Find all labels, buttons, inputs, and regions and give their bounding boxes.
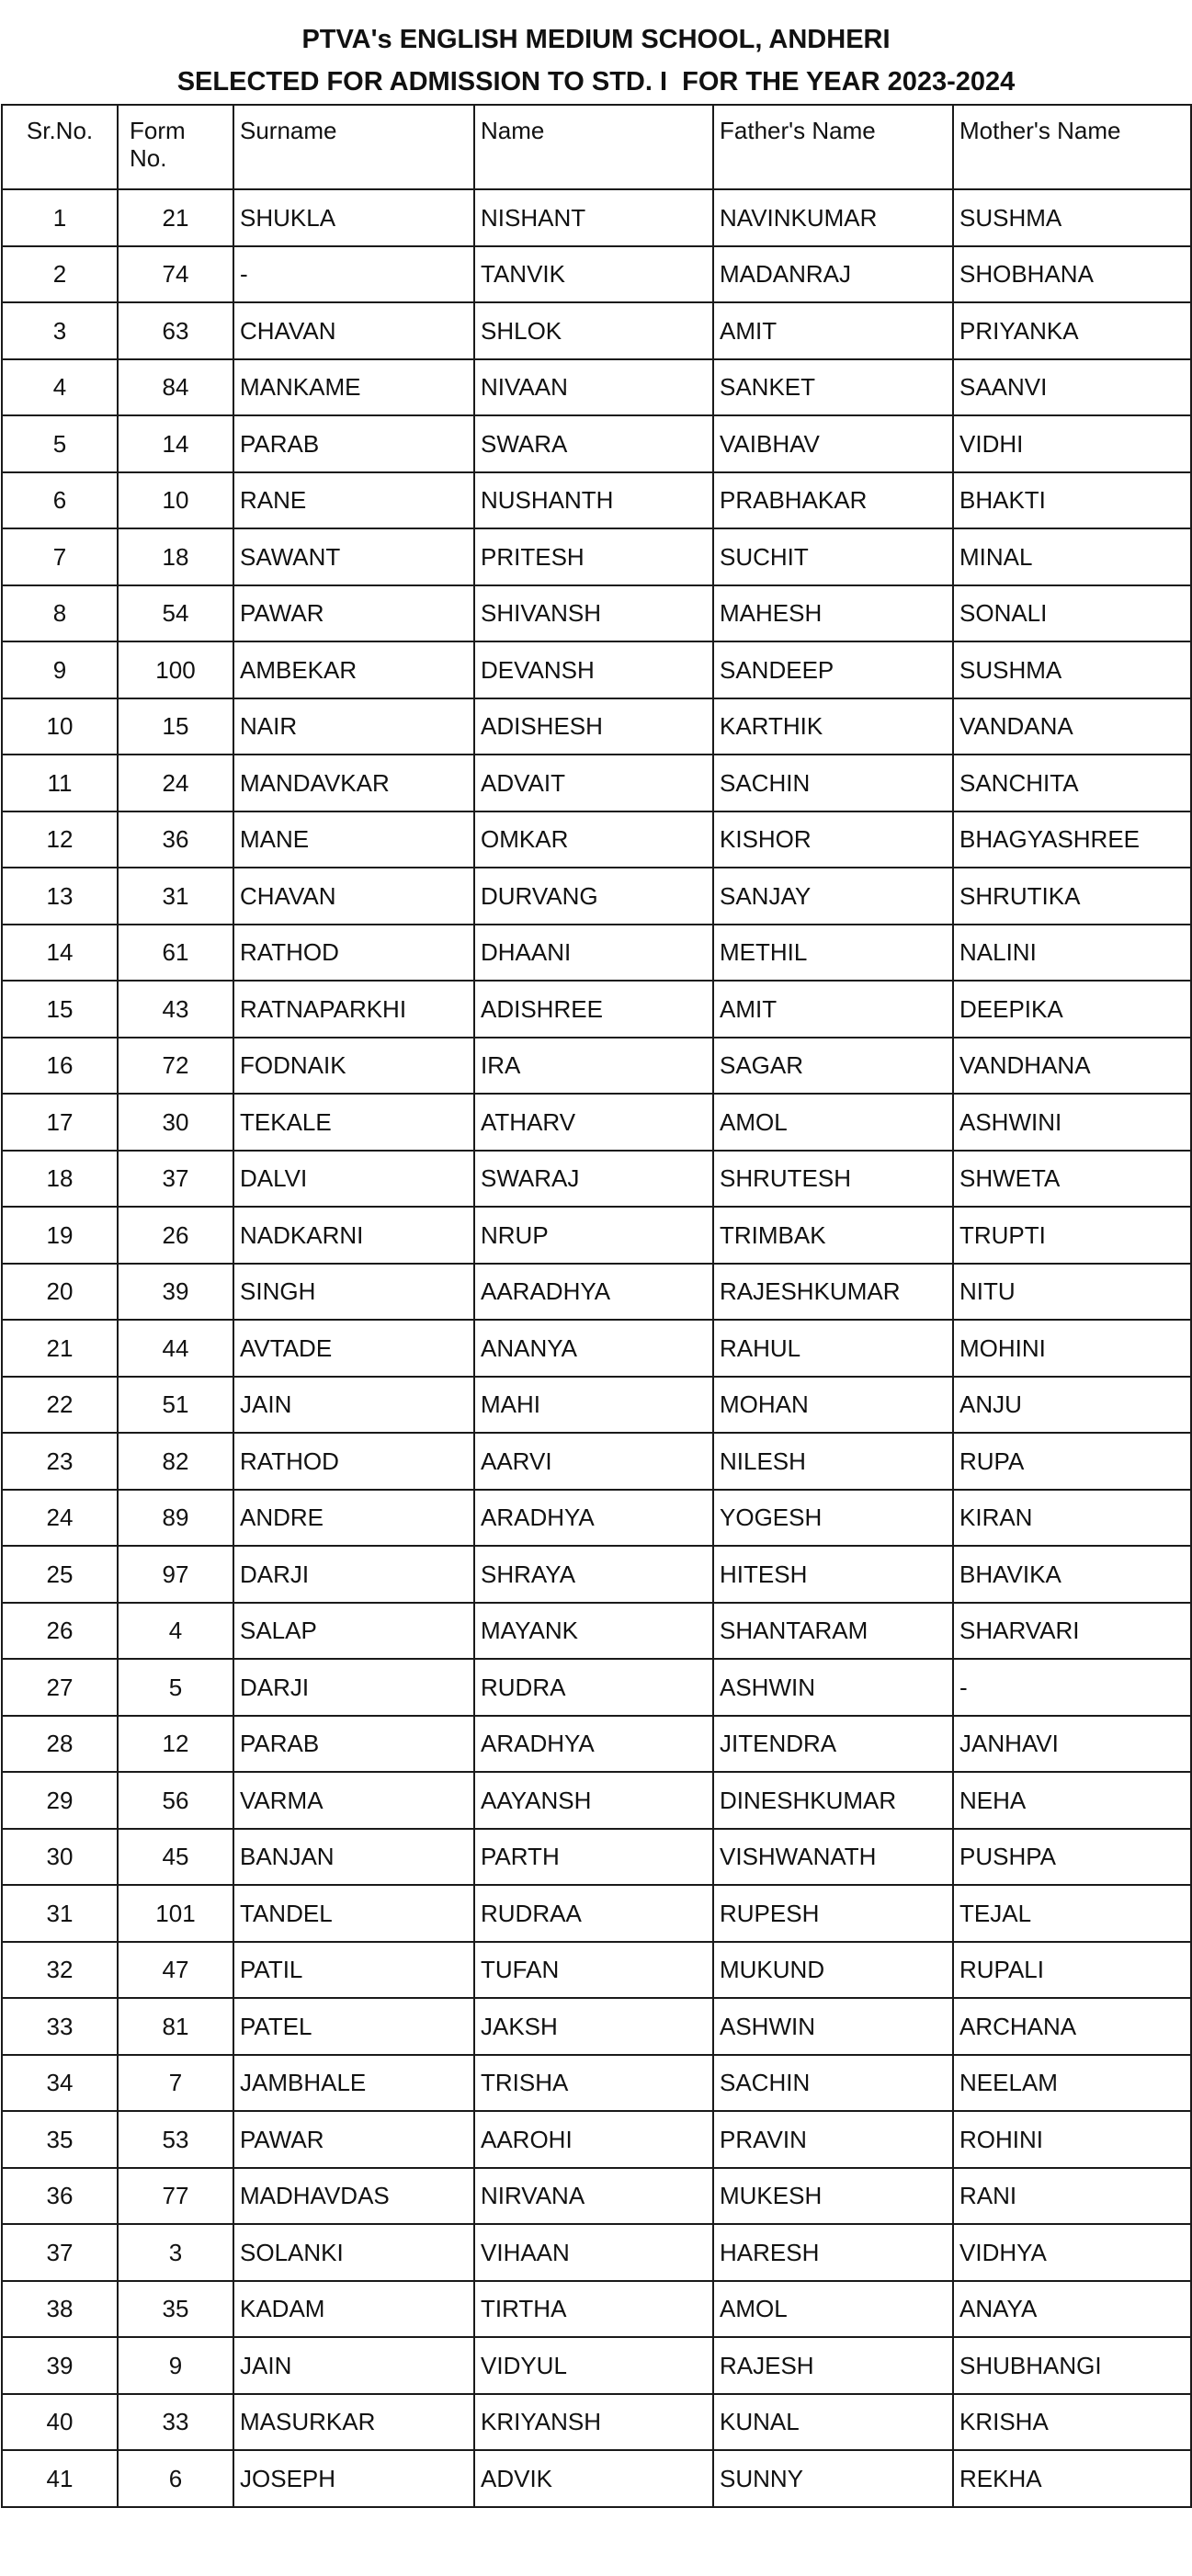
cell-mother-name: ASHWINI bbox=[953, 1094, 1191, 1151]
cell-form-no: 43 bbox=[118, 981, 233, 1038]
cell-father-name: AMIT bbox=[713, 302, 953, 359]
cell-mother-name: SHOBHANA bbox=[953, 246, 1191, 303]
cell-form-no: 47 bbox=[118, 1942, 233, 1999]
cell-mother-name: MINAL bbox=[953, 528, 1191, 585]
cell-mother-name: NEHA bbox=[953, 1772, 1191, 1829]
cell-form-no: 61 bbox=[118, 925, 233, 982]
table-row bbox=[2, 2450, 1191, 2507]
cell-srno: 27 bbox=[2, 1659, 118, 1716]
cell-srno: 32 bbox=[2, 1942, 118, 1999]
cell-name: ADVIK bbox=[474, 2450, 713, 2507]
cell-mother-name: PRIYANKA bbox=[953, 302, 1191, 359]
table-row bbox=[2, 2168, 1191, 2225]
cell-name: TANVIK bbox=[474, 246, 713, 303]
cell-form-no: 74 bbox=[118, 246, 233, 303]
cell-srno: 21 bbox=[2, 1320, 118, 1377]
cell-name: KRIYANSH bbox=[474, 2394, 713, 2451]
cell-surname: DARJI bbox=[233, 1546, 474, 1603]
cell-name: PARTH bbox=[474, 1829, 713, 1886]
cell-surname: TANDEL bbox=[233, 1885, 474, 1942]
cell-form-no: 15 bbox=[118, 698, 233, 755]
document-title bbox=[0, 18, 1192, 103]
cell-mother-name: NITU bbox=[953, 1264, 1191, 1321]
cell-name: NISHANT bbox=[474, 189, 713, 246]
cell-mother-name: SAANVI bbox=[953, 359, 1191, 416]
cell-name: TUFAN bbox=[474, 1942, 713, 1999]
cell-father-name: KARTHIK bbox=[713, 698, 953, 755]
cell-srno: 35 bbox=[2, 2111, 118, 2168]
cell-name: AAYANSH bbox=[474, 1772, 713, 1829]
table-row bbox=[2, 1320, 1191, 1377]
cell-surname: TEKALE bbox=[233, 1094, 474, 1151]
table-row bbox=[2, 1151, 1191, 1208]
cell-surname: PATEL bbox=[233, 1998, 474, 2055]
cell-name: SWARAJ bbox=[474, 1151, 713, 1208]
cell-mother-name: BHAVIKA bbox=[953, 1546, 1191, 1603]
cell-srno: 34 bbox=[2, 2055, 118, 2112]
cell-name: NIRVANA bbox=[474, 2168, 713, 2225]
cell-mother-name: ANAYA bbox=[953, 2281, 1191, 2338]
table-row bbox=[2, 868, 1191, 925]
cell-name: ATHARV bbox=[474, 1094, 713, 1151]
cell-form-no: 33 bbox=[118, 2394, 233, 2451]
cell-mother-name: BHAKTI bbox=[953, 472, 1191, 529]
cell-surname: PARAB bbox=[233, 1716, 474, 1773]
table-row bbox=[2, 528, 1191, 585]
cell-mother-name: RUPALI bbox=[953, 1942, 1191, 1999]
cell-father-name: RUPESH bbox=[713, 1885, 953, 1942]
cell-form-no: 5 bbox=[118, 1659, 233, 1716]
cell-srno: 26 bbox=[2, 1603, 118, 1660]
cell-form-no: 63 bbox=[118, 302, 233, 359]
cell-father-name: SANKET bbox=[713, 359, 953, 416]
cell-form-no: 97 bbox=[118, 1546, 233, 1603]
cell-father-name: TRIMBAK bbox=[713, 1207, 953, 1264]
admission-table bbox=[1, 104, 1192, 2508]
cell-name: SHIVANSH bbox=[474, 585, 713, 642]
table-row bbox=[2, 1264, 1191, 1321]
table-row bbox=[2, 2111, 1191, 2168]
header-father-name: Father's Name bbox=[713, 105, 953, 189]
cell-mother-name: NEELAM bbox=[953, 2055, 1191, 2112]
cell-name: TRISHA bbox=[474, 2055, 713, 2112]
cell-srno: 5 bbox=[2, 415, 118, 472]
cell-form-no: 35 bbox=[118, 2281, 233, 2338]
cell-form-no: 39 bbox=[118, 1264, 233, 1321]
cell-name: JAKSH bbox=[474, 1998, 713, 2055]
table-row bbox=[2, 472, 1191, 529]
cell-srno: 18 bbox=[2, 1151, 118, 1208]
cell-surname: JOSEPH bbox=[233, 2450, 474, 2507]
cell-mother-name: PUSHPA bbox=[953, 1829, 1191, 1886]
cell-srno: 38 bbox=[2, 2281, 118, 2338]
table-row bbox=[2, 2055, 1191, 2112]
cell-form-no: 6 bbox=[118, 2450, 233, 2507]
school-title: PTVA's ENGLISH MEDIUM SCHOOL, ANDHERI bbox=[301, 25, 891, 54]
cell-surname: RANE bbox=[233, 472, 474, 529]
table-row bbox=[2, 1659, 1191, 1716]
cell-srno: 20 bbox=[2, 1264, 118, 1321]
cell-surname: JAIN bbox=[233, 2337, 474, 2394]
table-row bbox=[2, 2337, 1191, 2394]
cell-mother-name: RANI bbox=[953, 2168, 1191, 2225]
cell-mother-name: DEEPIKA bbox=[953, 981, 1191, 1038]
cell-mother-name: VIDHI bbox=[953, 415, 1191, 472]
cell-mother-name: VIDHYA bbox=[953, 2224, 1191, 2281]
admission-subtitle: SELECTED FOR ADMISSION TO STD. I FOR THE YEAR 2023-2024 bbox=[176, 67, 1016, 96]
cell-surname: MANKAME bbox=[233, 359, 474, 416]
cell-name: NRUP bbox=[474, 1207, 713, 1264]
table-row bbox=[2, 641, 1191, 698]
table-row bbox=[2, 1829, 1191, 1886]
cell-srno: 2 bbox=[2, 246, 118, 303]
cell-form-no: 53 bbox=[118, 2111, 233, 2168]
cell-srno: 6 bbox=[2, 472, 118, 529]
cell-mother-name: ANJU bbox=[953, 1377, 1191, 1434]
cell-father-name: HARESH bbox=[713, 2224, 953, 2281]
cell-srno: 29 bbox=[2, 1772, 118, 1829]
cell-surname: SOLANKI bbox=[233, 2224, 474, 2281]
cell-name: PRITESH bbox=[474, 528, 713, 585]
cell-name: SWARA bbox=[474, 415, 713, 472]
cell-srno: 40 bbox=[2, 2394, 118, 2451]
table-row bbox=[2, 415, 1191, 472]
cell-father-name: SACHIN bbox=[713, 2055, 953, 2112]
cell-surname: - bbox=[233, 246, 474, 303]
cell-mother-name: KRISHA bbox=[953, 2394, 1191, 2451]
cell-father-name: KISHOR bbox=[713, 811, 953, 868]
cell-form-no: 45 bbox=[118, 1829, 233, 1886]
cell-form-no: 4 bbox=[118, 1603, 233, 1660]
cell-srno: 10 bbox=[2, 698, 118, 755]
cell-surname: SINGH bbox=[233, 1264, 474, 1321]
cell-surname: CHAVAN bbox=[233, 302, 474, 359]
cell-form-no: 18 bbox=[118, 528, 233, 585]
cell-surname: SHUKLA bbox=[233, 189, 474, 246]
cell-surname: SALAP bbox=[233, 1603, 474, 1660]
cell-mother-name: - bbox=[953, 1659, 1191, 1716]
cell-name: TIRTHA bbox=[474, 2281, 713, 2338]
table-row bbox=[2, 189, 1191, 246]
cell-srno: 7 bbox=[2, 528, 118, 585]
cell-father-name: ASHWIN bbox=[713, 1998, 953, 2055]
cell-father-name: VAIBHAV bbox=[713, 415, 953, 472]
table-row bbox=[2, 755, 1191, 811]
cell-surname: VARMA bbox=[233, 1772, 474, 1829]
cell-mother-name: SANCHITA bbox=[953, 755, 1191, 811]
cell-surname: DARJI bbox=[233, 1659, 474, 1716]
cell-srno: 41 bbox=[2, 2450, 118, 2507]
cell-name: MAHI bbox=[474, 1377, 713, 1434]
cell-name: ARADHYA bbox=[474, 1490, 713, 1547]
cell-srno: 28 bbox=[2, 1716, 118, 1773]
cell-name: SHLOK bbox=[474, 302, 713, 359]
cell-mother-name: RUPA bbox=[953, 1433, 1191, 1490]
cell-mother-name: SHRUTIKA bbox=[953, 868, 1191, 925]
table-row bbox=[2, 811, 1191, 868]
cell-mother-name: VANDANA bbox=[953, 698, 1191, 755]
table-row bbox=[2, 1998, 1191, 2055]
cell-father-name: PRABHAKAR bbox=[713, 472, 953, 529]
cell-mother-name: ARCHANA bbox=[953, 1998, 1191, 2055]
cell-father-name: PRAVIN bbox=[713, 2111, 953, 2168]
cell-surname: PAWAR bbox=[233, 2111, 474, 2168]
cell-mother-name: SHWETA bbox=[953, 1151, 1191, 1208]
cell-name: ADVAIT bbox=[474, 755, 713, 811]
cell-srno: 36 bbox=[2, 2168, 118, 2225]
cell-surname: RATHOD bbox=[233, 1433, 474, 1490]
cell-father-name: RAJESH bbox=[713, 2337, 953, 2394]
table-row bbox=[2, 1942, 1191, 1999]
cell-father-name: METHIL bbox=[713, 925, 953, 982]
cell-father-name: YOGESH bbox=[713, 1490, 953, 1547]
cell-father-name: VISHWANATH bbox=[713, 1829, 953, 1886]
table-row bbox=[2, 1546, 1191, 1603]
cell-srno: 8 bbox=[2, 585, 118, 642]
cell-father-name: AMOL bbox=[713, 1094, 953, 1151]
cell-mother-name: ROHINI bbox=[953, 2111, 1191, 2168]
cell-father-name: SHRUTESH bbox=[713, 1151, 953, 1208]
cell-form-no: 10 bbox=[118, 472, 233, 529]
table-row bbox=[2, 1038, 1191, 1095]
cell-surname: RATHOD bbox=[233, 925, 474, 982]
table-row bbox=[2, 698, 1191, 755]
table-row bbox=[2, 925, 1191, 982]
cell-srno: 30 bbox=[2, 1829, 118, 1886]
cell-father-name: RAHUL bbox=[713, 1320, 953, 1377]
cell-father-name: MUKUND bbox=[713, 1942, 953, 1999]
cell-name: RUDRA bbox=[474, 1659, 713, 1716]
header-mother-name: Mother's Name bbox=[953, 105, 1191, 189]
cell-name: OMKAR bbox=[474, 811, 713, 868]
table-row bbox=[2, 1207, 1191, 1264]
cell-form-no: 21 bbox=[118, 189, 233, 246]
cell-srno: 39 bbox=[2, 2337, 118, 2394]
cell-srno: 23 bbox=[2, 1433, 118, 1490]
cell-mother-name: SONALI bbox=[953, 585, 1191, 642]
cell-name: RUDRAA bbox=[474, 1885, 713, 1942]
cell-name: SHRAYA bbox=[474, 1546, 713, 1603]
cell-father-name: SAGAR bbox=[713, 1038, 953, 1095]
cell-surname: PAWAR bbox=[233, 585, 474, 642]
cell-srno: 17 bbox=[2, 1094, 118, 1151]
cell-srno: 13 bbox=[2, 868, 118, 925]
cell-form-no: 3 bbox=[118, 2224, 233, 2281]
cell-surname: MASURKAR bbox=[233, 2394, 474, 2451]
cell-mother-name: TEJAL bbox=[953, 1885, 1191, 1942]
cell-name: DURVANG bbox=[474, 868, 713, 925]
cell-name: DEVANSH bbox=[474, 641, 713, 698]
cell-form-no: 44 bbox=[118, 1320, 233, 1377]
cell-father-name: AMIT bbox=[713, 981, 953, 1038]
cell-father-name: SUNNY bbox=[713, 2450, 953, 2507]
cell-father-name: RAJESHKUMAR bbox=[713, 1264, 953, 1321]
cell-form-no: 7 bbox=[118, 2055, 233, 2112]
table-row bbox=[2, 2224, 1191, 2281]
cell-form-no: 81 bbox=[118, 1998, 233, 2055]
table-row bbox=[2, 585, 1191, 642]
cell-name: AARADHYA bbox=[474, 1264, 713, 1321]
cell-surname: DALVI bbox=[233, 1151, 474, 1208]
header-name: Name bbox=[474, 105, 713, 189]
cell-form-no: 101 bbox=[118, 1885, 233, 1942]
cell-father-name: AMOL bbox=[713, 2281, 953, 2338]
cell-surname: AVTADE bbox=[233, 1320, 474, 1377]
cell-mother-name: KIRAN bbox=[953, 1490, 1191, 1547]
cell-name: DHAANI bbox=[474, 925, 713, 982]
cell-srno: 11 bbox=[2, 755, 118, 811]
cell-srno: 14 bbox=[2, 925, 118, 982]
cell-surname: RATNAPARKHI bbox=[233, 981, 474, 1038]
cell-name: MAYANK bbox=[474, 1603, 713, 1660]
cell-srno: 4 bbox=[2, 359, 118, 416]
cell-form-no: 31 bbox=[118, 868, 233, 925]
table-row bbox=[2, 302, 1191, 359]
cell-surname: AMBEKAR bbox=[233, 641, 474, 698]
table-row bbox=[2, 2281, 1191, 2338]
cell-form-no: 30 bbox=[118, 1094, 233, 1151]
cell-mother-name: MOHINI bbox=[953, 1320, 1191, 1377]
cell-surname: MANE bbox=[233, 811, 474, 868]
cell-mother-name: JANHAVI bbox=[953, 1716, 1191, 1773]
cell-father-name: MADANRAJ bbox=[713, 246, 953, 303]
table-header-row bbox=[2, 105, 1191, 189]
cell-srno: 9 bbox=[2, 641, 118, 698]
cell-srno: 1 bbox=[2, 189, 118, 246]
cell-surname: SAWANT bbox=[233, 528, 474, 585]
cell-name: AARVI bbox=[474, 1433, 713, 1490]
cell-father-name: NAVINKUMAR bbox=[713, 189, 953, 246]
cell-father-name: JITENDRA bbox=[713, 1716, 953, 1773]
cell-name: AAROHI bbox=[474, 2111, 713, 2168]
cell-mother-name: SHARVARI bbox=[953, 1603, 1191, 1660]
cell-form-no: 56 bbox=[118, 1772, 233, 1829]
cell-mother-name: SHUBHANGI bbox=[953, 2337, 1191, 2394]
cell-srno: 25 bbox=[2, 1546, 118, 1603]
table-row bbox=[2, 1094, 1191, 1151]
cell-name: ANANYA bbox=[474, 1320, 713, 1377]
cell-form-no: 54 bbox=[118, 585, 233, 642]
table-row bbox=[2, 2394, 1191, 2451]
cell-name: IRA bbox=[474, 1038, 713, 1095]
table-row bbox=[2, 1772, 1191, 1829]
cell-srno: 33 bbox=[2, 1998, 118, 2055]
cell-mother-name: SUSHMA bbox=[953, 641, 1191, 698]
cell-father-name: SANJAY bbox=[713, 868, 953, 925]
cell-name: ADISHESH bbox=[474, 698, 713, 755]
header-srno: Sr.No. bbox=[2, 105, 118, 189]
cell-surname: JAMBHALE bbox=[233, 2055, 474, 2112]
cell-surname: FODNAIK bbox=[233, 1038, 474, 1095]
table-row bbox=[2, 1377, 1191, 1434]
cell-form-no: 89 bbox=[118, 1490, 233, 1547]
cell-srno: 19 bbox=[2, 1207, 118, 1264]
cell-surname: MADHAVDAS bbox=[233, 2168, 474, 2225]
cell-name: VIDYUL bbox=[474, 2337, 713, 2394]
cell-form-no: 14 bbox=[118, 415, 233, 472]
cell-form-no: 26 bbox=[118, 1207, 233, 1264]
table-row bbox=[2, 1433, 1191, 1490]
cell-surname: ANDRE bbox=[233, 1490, 474, 1547]
table-row bbox=[2, 1885, 1191, 1942]
cell-form-no: 77 bbox=[118, 2168, 233, 2225]
cell-father-name: HITESH bbox=[713, 1546, 953, 1603]
cell-name: ADISHREE bbox=[474, 981, 713, 1038]
cell-srno: 3 bbox=[2, 302, 118, 359]
cell-mother-name: VANDHANA bbox=[953, 1038, 1191, 1095]
cell-mother-name: BHAGYASHREE bbox=[953, 811, 1191, 868]
table-row bbox=[2, 1716, 1191, 1773]
table-row bbox=[2, 1490, 1191, 1547]
cell-father-name: ASHWIN bbox=[713, 1659, 953, 1716]
cell-name: NIVAAN bbox=[474, 359, 713, 416]
cell-father-name: MOHAN bbox=[713, 1377, 953, 1434]
cell-form-no: 36 bbox=[118, 811, 233, 868]
cell-surname: PATIL bbox=[233, 1942, 474, 1999]
cell-father-name: SACHIN bbox=[713, 755, 953, 811]
cell-surname: NAIR bbox=[233, 698, 474, 755]
cell-srno: 22 bbox=[2, 1377, 118, 1434]
cell-form-no: 100 bbox=[118, 641, 233, 698]
cell-father-name: MAHESH bbox=[713, 585, 953, 642]
cell-srno: 24 bbox=[2, 1490, 118, 1547]
cell-form-no: 84 bbox=[118, 359, 233, 416]
table-row bbox=[2, 359, 1191, 416]
cell-srno: 31 bbox=[2, 1885, 118, 1942]
cell-form-no: 9 bbox=[118, 2337, 233, 2394]
table-row bbox=[2, 981, 1191, 1038]
cell-father-name: KUNAL bbox=[713, 2394, 953, 2451]
cell-mother-name: SUSHMA bbox=[953, 189, 1191, 246]
cell-form-no: 24 bbox=[118, 755, 233, 811]
cell-father-name: SANDEEP bbox=[713, 641, 953, 698]
cell-form-no: 37 bbox=[118, 1151, 233, 1208]
cell-srno: 16 bbox=[2, 1038, 118, 1095]
cell-form-no: 72 bbox=[118, 1038, 233, 1095]
table-row bbox=[2, 246, 1191, 303]
table-body bbox=[2, 189, 1191, 2507]
cell-father-name: MUKESH bbox=[713, 2168, 953, 2225]
cell-surname: BANJAN bbox=[233, 1829, 474, 1886]
cell-mother-name: TRUPTI bbox=[953, 1207, 1191, 1264]
cell-father-name: NILESH bbox=[713, 1433, 953, 1490]
table-row bbox=[2, 1603, 1191, 1660]
cell-father-name: SHANTARAM bbox=[713, 1603, 953, 1660]
cell-name: ARADHYA bbox=[474, 1716, 713, 1773]
header-form-no: Form No. bbox=[118, 105, 233, 189]
cell-surname: KADAM bbox=[233, 2281, 474, 2338]
cell-mother-name: REKHA bbox=[953, 2450, 1191, 2507]
cell-form-no: 82 bbox=[118, 1433, 233, 1490]
cell-surname: JAIN bbox=[233, 1377, 474, 1434]
cell-father-name: SUCHIT bbox=[713, 528, 953, 585]
cell-srno: 37 bbox=[2, 2224, 118, 2281]
cell-form-no: 12 bbox=[118, 1716, 233, 1773]
cell-name: NUSHANTH bbox=[474, 472, 713, 529]
cell-srno: 15 bbox=[2, 981, 118, 1038]
cell-surname: CHAVAN bbox=[233, 868, 474, 925]
cell-srno: 12 bbox=[2, 811, 118, 868]
cell-surname: NADKARNI bbox=[233, 1207, 474, 1264]
cell-surname: MANDAVKAR bbox=[233, 755, 474, 811]
cell-surname: PARAB bbox=[233, 415, 474, 472]
header-surname: Surname bbox=[233, 105, 474, 189]
cell-mother-name: NALINI bbox=[953, 925, 1191, 982]
cell-form-no: 51 bbox=[118, 1377, 233, 1434]
cell-name: VIHAAN bbox=[474, 2224, 713, 2281]
cell-father-name: DINESHKUMAR bbox=[713, 1772, 953, 1829]
